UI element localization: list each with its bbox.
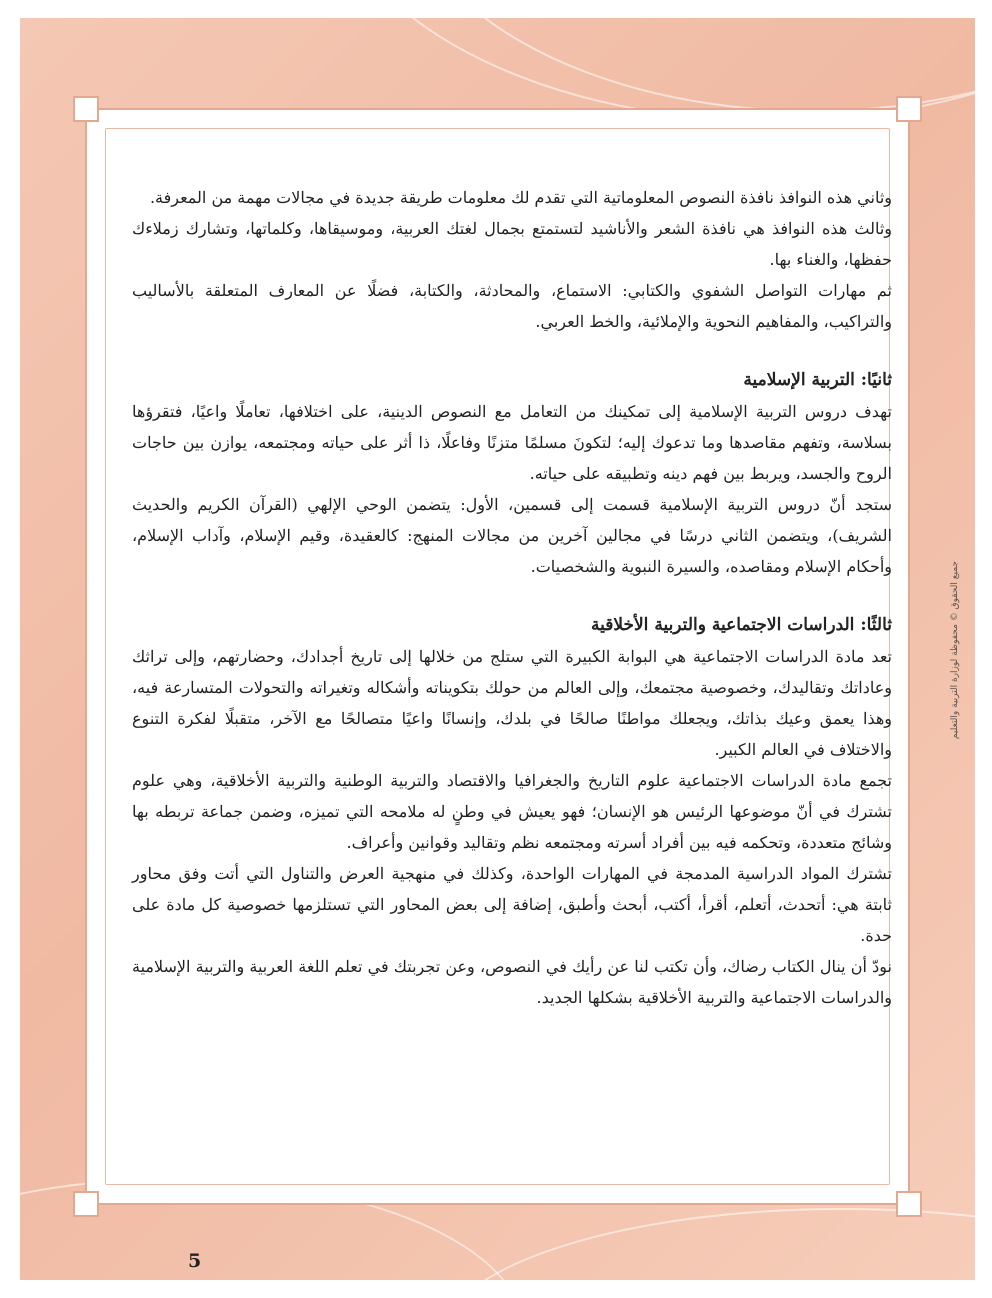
frame-corner-ornament (73, 1191, 99, 1217)
page-number: 5 (188, 1250, 202, 1272)
section-heading-islamic: ثانيًا: التربية الإسلامية (743, 370, 892, 390)
article-body (132, 182, 892, 1157)
section-paragraph: تهدف دروس التربية الإسلامية إلى تمكينك من التعامل مع النصوص الدينية، على اختلافها، تعاملًا واعيًا، فتقرؤها بسلاسة، وتفهم مقاصدها وما تدعوك إليه؛ لتكونَ مسلمًا متزنًا وفاعلًا، ذا أثر على حياته ومجتمعه، يوازن بين حاجات الروح والجسد، ويربط بين فهم دينه وتطبيقه على حياته. (132, 402, 892, 483)
copyright-side-note: جميع الحقوق © محفوظة لوزارة التربية والتعليم (950, 560, 960, 740)
frame-corner-ornament (896, 1191, 922, 1217)
section-paragraph: تجمع مادة الدراسات الاجتماعية علوم التاريخ والجغرافيا والاقتصاد والتربية الوطنية والتربية الأخلاقية، وهي علوم تشترك في أنّ موضوعها الرئيس هو الإنسان؛ فهو يعيش في وطنٍ له ملامحه التي تميزه، وضمن جماعة تربطه بها وشائج متعددة، وتحكمه فيه بين أفراد أسرته ومجتمعه نظم وتقاليد وقوانين وأعراف. (132, 771, 892, 852)
intro-paragraph: ثم مهارات التواصل الشفوي والكتابي: الاستماع، والمحادثة، والكتابة، فضلًا عن المعارف المتعلقة بالأساليب والتراكيب، والمفاهيم النحوية والإملائية، والخط العربي. (132, 281, 892, 331)
section-paragraph: تعد مادة الدراسات الاجتماعية هي البوابة الكبيرة التي ستلج من خلالها إلى تاريخ أجدادك، وحضارتهم، وإلى تراثك وعاداتك وتقاليدك، وخصوصية مجتمعك، وإلى العالم من حولك بتكويناته وأشكاله وتغيراته والتحولات المتسارعة فيه، وهذا يعمق وعيك بذاتك، ويجعلك مواطنًا صالحًا في بلدك، وإنسانًا واعيًا متصالحًا مع الآخر، متقبلًا لفكرة التنوع والاختلاف في العالم الكبير. (132, 647, 892, 759)
intro-paragraph: وثالث هذه النوافذ هي نافذة الشعر والأناشيد لتستمتع بجمال لغتك العربية، وموسيقاها، وكلماتها، وتشارك زملاءك حفظها، والغناء بها. (132, 219, 893, 269)
frame-corner-ornament (73, 96, 99, 122)
decorative-wave (440, 1208, 975, 1280)
section-heading-social: ثالثًا: الدراسات الاجتماعية والتربية الأخلاقية (590, 615, 892, 635)
intro-paragraph: وثاني هذه النوافذ نافذة النصوص المعلوماتية التي تقدم لك معلومات طريقة جديدة في مجالات مهمة من المعرفة. (149, 188, 892, 207)
section-paragraph: نودّ أن ينال الكتاب رضاك، وأن تكتب لنا عن رأيك في النصوص، وعن تجربتك في تعلم اللغة العربية والتربية الإسلامية والدراسات الاجتماعية والتربية الأخلاقية بشكلها الجديد. (132, 957, 892, 1007)
section-paragraph: ستجد أنّ دروس التربية الإسلامية قسمت إلى قسمين، الأول: يتضمن الوحي الإلهي (القرآن الكريم والحديث الشريف)، ويتضمن الثاني درسًا في مجالين آخرين من مجالات المنهج: كالعقيدة، وقيم الإسلام، وآداب الإسلام، وأحكام الإسلام ومقاصده، والسيرة النبوية والشخصيات. (132, 495, 892, 576)
section-paragraph: تشترك المواد الدراسية المدمجة في المهارات الواحدة، وكذلك في منهجية العرض والتناول التي أتت وفق محاور ثابتة هي: أتحدث، أتعلم، أقرأ، أكتب، أبحث وأطبق، إضافة إلى بعض المحاور التي تستلزمها خصوصية كل مادة على حدة. (132, 864, 893, 945)
frame-corner-ornament (896, 96, 922, 122)
